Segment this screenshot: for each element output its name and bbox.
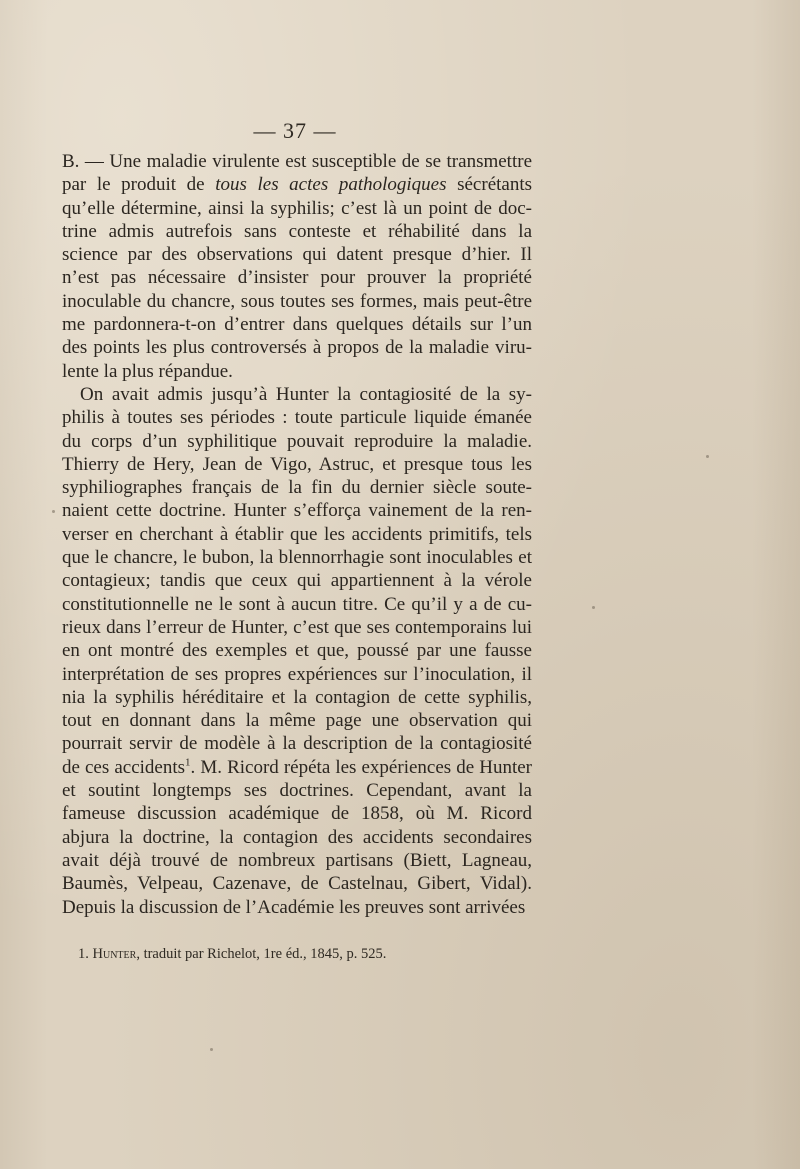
paragraph-1-italic-phrase: tous les actes pathologiques: [215, 174, 447, 196]
paper-speck: [706, 455, 709, 458]
paper-speck: [210, 1048, 213, 1051]
paragraph-1-text-a: B. — Une maladie virulente est susceptible de se transmettre par le produit de: [62, 151, 532, 196]
page-number: — 37 —: [253, 118, 337, 143]
paper-speck: [52, 510, 55, 513]
paragraph-2-text-a: On avait admis jusqu’à Hunter la contagiosité de la syphilis à toutes ses périodes : toute particule liquide émanée du corps d’un syphilitique pouvait reproduire la maladie. Thierry de Hery, Jean de Vigo, Astruc, et presque tous les syphiliographes français de la fin du dernier siècle soutenaient cette doctrine. Hunter s’efforça vainement de la renverser en cherchant à établir que les accidents primitifs, tels que le chancre, le bubon, la blennorrhagie sont inoculables et contagieux; tandis que ceux qui appartiennent à la vérole constitutionnelle ne le sont à aucun titre. Ce qu’il y a de curieux dans l’erreur de Hunter, c’est que ses contemporains lui en ont montré des exemples et que, poussé par une fausse interprétation de ses propres expériences sur l’inoculation, il nia la syphilis héréditaire et la contagion de cette syphilis, tout en donnant dans la même page une observation qui pourrait servir de modèle à la description de la contagiosité de ces accidents: [62, 383, 532, 778]
footnote-citation: , traduit par Richelot, 1re éd., 1845, p. 525.: [136, 946, 387, 962]
footnote-number: 1.: [78, 946, 89, 962]
footnote: [78, 945, 548, 963]
paper-speck: [592, 606, 595, 609]
paragraph-2: [62, 383, 532, 919]
body-text: [62, 150, 532, 919]
paragraph-2-text-b: . M. Ricord répéta les expériences de Hunter et soutint longtemps ses doctrines. Cependant, avant la fameuse discussion académique de 1858, où M. Ricord abjura la doctrine, la contagion des accidents secondaires avait déjà trouvé de nombreux partisans (Biett, Lagneau, Baumès, Velpeau, Cazenave, de Castelnau, Gibert, Vidal). Depuis la discussion de l’Académie les preuves sont arrivées: [62, 756, 532, 918]
paragraph-1: [62, 150, 532, 383]
footnote-reference: 1: [185, 756, 191, 769]
footnote-author: Hunter: [92, 946, 137, 962]
paragraph-1-text-b: sécrétants qu’elle détermine, ainsi la syphilis; c’est là un point de doctrine admis autrefois sans conteste et réhabilité dans la science par des observations qui datent presque d’hier. Il n’est pas nécessaire d’insister pour prouver la propriété inoculable du chancre, sous toutes ses formes, mais peut-être me pardonnera-t-on d’entrer dans quelques détails sur l’un des points les plus controversés à propos de la maladie virulente la plus répandue.: [62, 174, 533, 382]
